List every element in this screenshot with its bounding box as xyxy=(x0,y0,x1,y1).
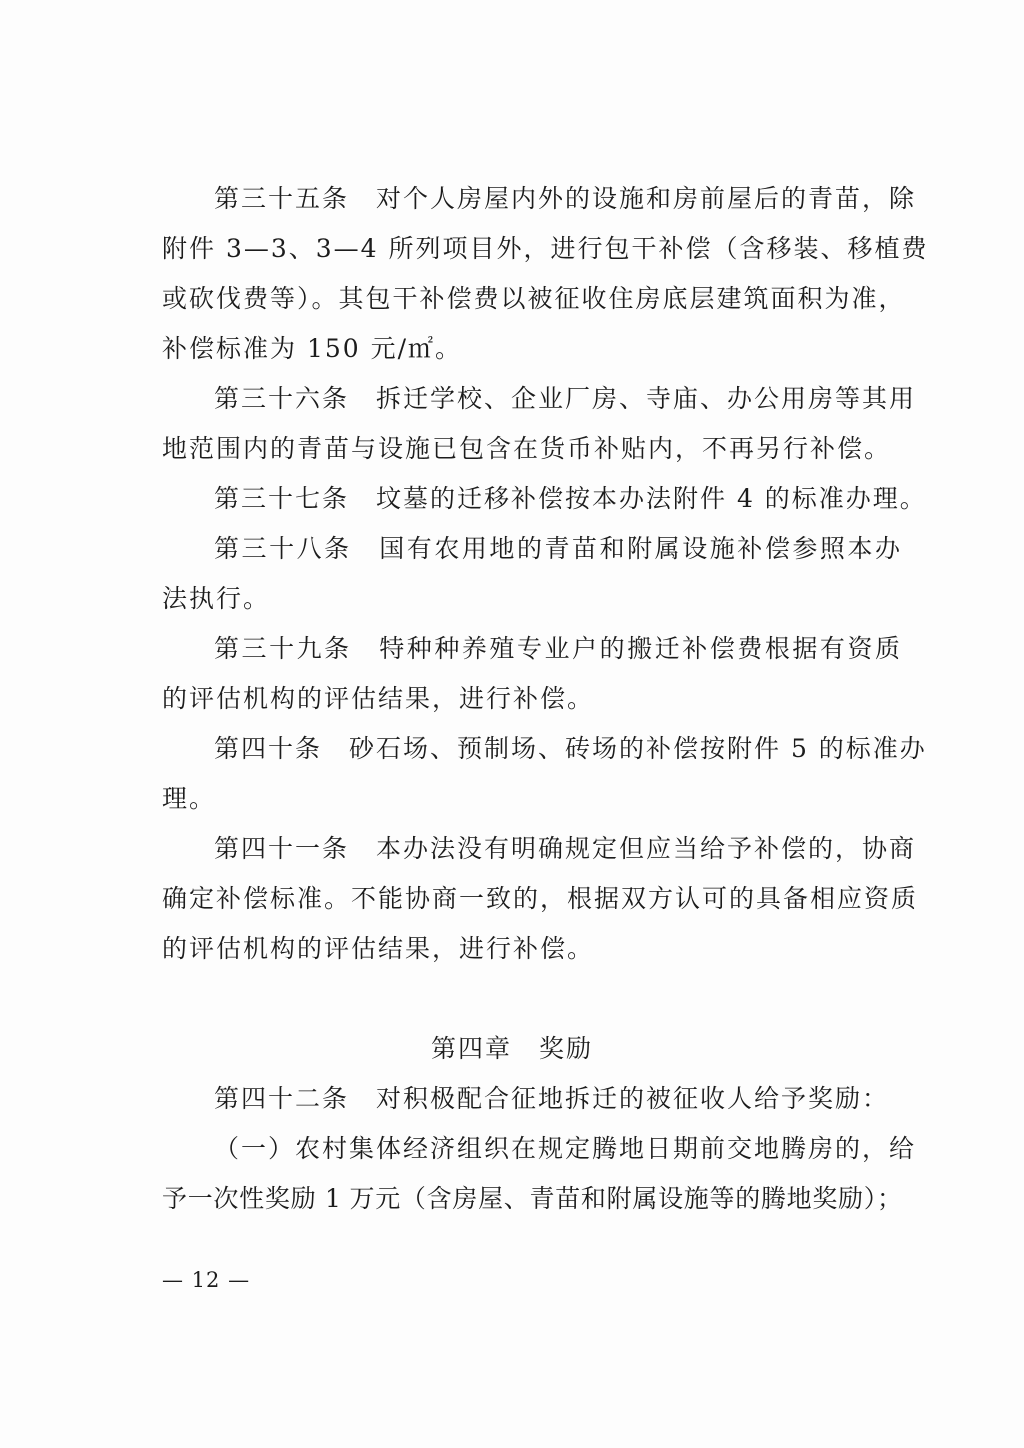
article-40-line-1: 第四十条 砂石场、预制场、砖场的补偿按附件 5 的标准办 xyxy=(214,734,927,763)
chapter-heading: 第四章 奖励 xyxy=(430,1034,593,1063)
article-41-line-3: 的评估机构的评估结果，进行补偿。 xyxy=(162,934,595,963)
article-42-item-1-line-1: （一）农村集体经济组织在规定腾地日期前交地腾房的，给 xyxy=(214,1134,917,1163)
page-number: — 12 — xyxy=(162,1268,251,1292)
article-38-line-2: 法执行。 xyxy=(162,584,271,613)
article-42-line-1: 第四十二条 对积极配合征地拆迁的被征收人给予奖励： xyxy=(214,1084,890,1113)
article-39-line-2: 的评估机构的评估结果，进行补偿。 xyxy=(162,684,595,713)
article-35-line-2: 附件 3—3、3—4 所列项目外，进行包干补偿（含移装、移植费 xyxy=(162,234,929,263)
article-35-line-4: 补偿标准为 150 元/㎡。 xyxy=(162,334,463,363)
article-35-line-1: 第三十五条 对个人房屋内外的设施和房前屋后的青苗，除 xyxy=(214,184,917,213)
article-37-line-1: 第三十七条 坟墓的迁移补偿按本办法附件 4 的标准办理。 xyxy=(214,484,927,513)
article-35-line-3: 或砍伐费等）。其包干补偿费以被征收住房底层建筑面积为准， xyxy=(162,284,906,313)
article-36-line-1: 第三十六条 拆迁学校、企业厂房、寺庙、办公用房等其用 xyxy=(214,384,917,413)
article-41-line-1: 第四十一条 本办法没有明确规定但应当给予补偿的，协商 xyxy=(214,834,917,863)
article-36-line-2: 地范围内的青苗与设施已包含在货币补贴内，不再另行补偿。 xyxy=(162,434,892,463)
article-42-item-1-line-2: 予一次性奖励 1 万元（含房屋、青苗和附属设施等的腾地奖励）； xyxy=(162,1184,902,1213)
article-39-line-1: 第三十九条 特种种养殖专业户的搬迁补偿费根据有资质 xyxy=(214,634,902,663)
article-38-line-1: 第三十八条 国有农用地的青苗和附属设施补偿参照本办 xyxy=(214,534,902,563)
article-41-line-2: 确定补偿标准。不能协商一致的，根据双方认可的具备相应资质 xyxy=(162,884,919,913)
article-40-line-2: 理。 xyxy=(162,784,217,813)
